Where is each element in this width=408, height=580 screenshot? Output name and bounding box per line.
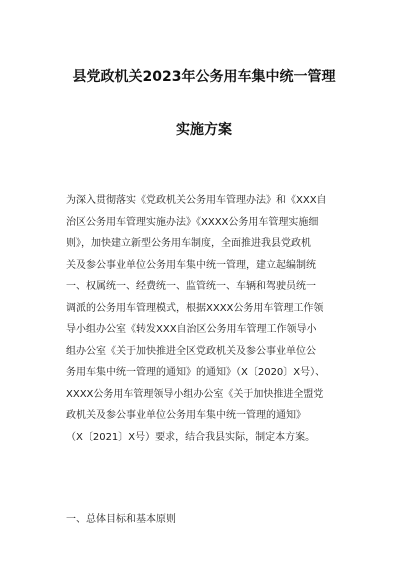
paragraph-line: （X〔2021〕X号）要求，结合我县实际，制定本方案。 — [66, 431, 316, 443]
paragraph-line: 为深入贯彻落实《党政机关公务用车管理办法》和《XXX自 — [66, 195, 327, 206]
paragraph-line: 则》，加快建立新型公务用车制度，全面推进我县党政机 — [66, 238, 311, 249]
paragraph-line: 关及参公事业单位公务用车集中统一管理，建立起编制统 — [66, 259, 316, 271]
paragraph-line: 一、权属统一、经费统一、监管统一、车辆和驾驶员统一 — [66, 281, 316, 292]
body-paragraph — [66, 190, 356, 448]
document-subtitle: 实施方案 — [176, 122, 232, 138]
paragraph-line: 治区公务用车管理实施办法》《XXXX公务用车管理实施细 — [66, 216, 319, 228]
paragraph-line: 组办公室《关于加快推进全区党政机关及参公事业单位公 — [66, 345, 316, 357]
paragraph-line: 务用车集中统一管理的通知》的通知》（X〔2020〕X号）、 — [66, 367, 326, 378]
paragraph-line: XXXX公务用车管理领导小组办公室《关于加快推进全盟党 — [66, 388, 324, 400]
paragraph-line: 政机关及参公事业单位公务用车集中统一管理的通知》 — [66, 410, 306, 421]
paragraph-line: 调派的公务用车管理模式，根据XXXX公务用车管理工作领 — [66, 302, 324, 314]
document-title: 县党政机关2023年公务用车集中统一管理 — [72, 69, 336, 85]
section-heading: 一、总体目标和基本原则 — [66, 514, 176, 525]
paragraph-line: 导小组办公室《转发XXX自治区公务用车管理工作领导小 — [66, 324, 317, 335]
